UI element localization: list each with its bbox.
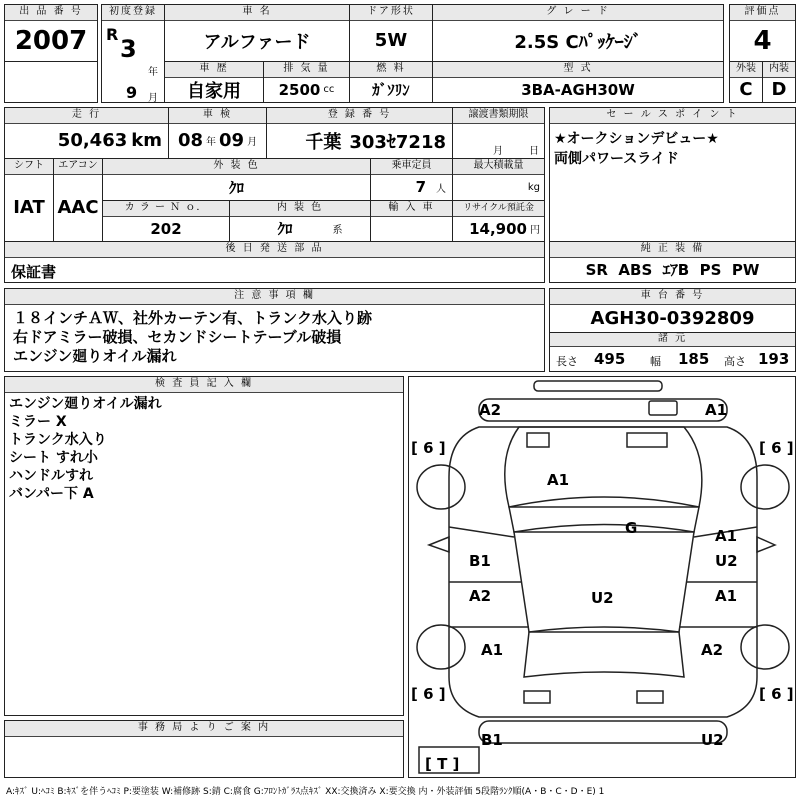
displacement-value (264, 77, 349, 102)
later-parts: 保証書 (11, 263, 57, 281)
recycle-cell (452, 200, 545, 242)
max-load-label: 最大積載量 (453, 159, 544, 175)
sales-points-cell (549, 107, 796, 242)
import-cell (370, 200, 453, 242)
mark-windshield: G (625, 519, 638, 537)
displacement-cell (263, 61, 350, 103)
inspector-line-3: トランク水入り (9, 432, 107, 448)
first-registration-cell (101, 4, 165, 103)
mark-spare-tire: [ T ] (425, 755, 460, 773)
notes-cell (4, 288, 545, 372)
inspector-line-2: ミラー X (9, 414, 67, 430)
registration-year: 3 (120, 35, 137, 63)
lot-number: 2007 (14, 25, 88, 56)
height-label: 高さ (724, 355, 746, 368)
interior-grade: D (771, 79, 787, 100)
lot-blank-cell (4, 61, 98, 103)
history-label: 車 歴 (165, 62, 263, 78)
transfer-month-unit: 月 (493, 146, 503, 157)
car-name: アルファード (203, 31, 311, 53)
chassis-number: AGH30-0392809 (590, 307, 755, 329)
aircon-label: エアコン (54, 159, 102, 175)
color-number-cell (102, 200, 230, 242)
door-label: ドア形状 (350, 5, 432, 21)
grade-label: グ レ ー ド (433, 5, 723, 21)
interior-color-label: 内 装 色 (230, 201, 370, 217)
mark-left-rear-door: A2 (469, 587, 492, 605)
shift-label: シフト (5, 159, 53, 175)
aircon-cell (53, 158, 103, 242)
month-unit: 月 (148, 93, 158, 104)
plate-label: 登 録 番 号 (267, 108, 452, 124)
recycle-amount: 14,900 (469, 219, 527, 238)
sales-points-label: セ ー ル ス ポ イ ン ト (550, 108, 795, 124)
chassis-cell (549, 288, 796, 333)
import-label: 輸 入 車 (371, 201, 452, 217)
mileage-value (5, 123, 168, 158)
car-name-label: 車 名 (165, 5, 349, 21)
note-line-2: 右ドアミラー破損、セカンドシートテーブル破損 (13, 328, 342, 346)
fuel: ｶﾞｿﾘﾝ (372, 81, 410, 99)
fuel-cell (349, 61, 433, 103)
transfer-day-unit: 日 (529, 146, 539, 157)
notes-label: 注 意 事 項 欄 (5, 289, 544, 305)
inspector-cell (4, 376, 404, 716)
exterior-color: ｸﾛ (228, 178, 244, 197)
exterior-grade-cell (729, 61, 763, 103)
max-load-unit: kg (527, 181, 540, 193)
displacement-label: 排 気 量 (264, 62, 349, 78)
damage-diagram (408, 376, 796, 778)
door-cell (349, 4, 433, 62)
exterior-color-cell (102, 158, 371, 201)
model: 3BA-AGH30W (521, 80, 635, 99)
interior-color: ｸﾛ (277, 220, 293, 238)
capacity-cell (370, 158, 453, 201)
displacement: 2500 (278, 80, 321, 99)
exterior-color-label: 外 装 色 (103, 159, 370, 175)
mark-tire-front-left: [ 6 ] (411, 439, 446, 457)
later-parts-label: 後 日 発 送 部 品 (5, 242, 544, 258)
mark-tire-front-right: [ 6 ] (759, 439, 794, 457)
inspection-value (169, 123, 266, 158)
interior-color-unit: 系 (332, 225, 343, 236)
mark-right-quarter: A2 (701, 641, 724, 659)
exterior-grade: C (739, 79, 753, 100)
equipment: SR ABS ｴｱB PS PW (585, 261, 760, 279)
mark-rear-right-bumper: U2 (701, 731, 724, 749)
inspector-line-5: ハンドルすれ (9, 468, 93, 484)
width-label: 幅 (650, 355, 661, 368)
mark-hood: A1 (547, 471, 570, 489)
interior-grade-cell (762, 61, 796, 103)
mark-front-right-bumper: A1 (705, 401, 728, 419)
capacity: 7 (415, 178, 426, 196)
plate-area: 千葉 (305, 131, 342, 153)
inspection-label: 車 検 (169, 108, 266, 124)
inspection-year: 08 (177, 130, 203, 151)
plate-value (267, 123, 452, 158)
car-name-cell (164, 4, 350, 62)
plate-cell (266, 107, 453, 159)
inspection-month-unit: 月 (247, 137, 258, 148)
dimensions-label: 諸 元 (550, 333, 795, 347)
transfer-deadline-cell (452, 107, 545, 159)
recycle-value (453, 216, 544, 241)
history-cell (164, 61, 264, 103)
score-cell (729, 4, 796, 62)
length-label: 長さ (556, 355, 578, 368)
capacity-value (371, 174, 452, 200)
interior-grade-label: 内装 (763, 62, 795, 78)
fuel-label: 燃 料 (350, 62, 432, 78)
shift-cell (4, 158, 54, 242)
era-mark: R (106, 25, 119, 44)
max-load-value (453, 174, 544, 200)
capacity-unit: 人 (436, 183, 446, 195)
length-value: 495 (594, 350, 626, 368)
score: 4 (753, 25, 772, 56)
inspection-cell (168, 107, 267, 159)
displacement-unit: cc (323, 84, 335, 95)
shift: IAT (13, 197, 45, 218)
dimensions-cell (549, 332, 796, 372)
mark-tire-rear-left: [ 6 ] (411, 685, 446, 703)
car-outline (409, 377, 795, 777)
inspector-line-6: バンパー下 A (9, 486, 94, 502)
inspector-label: 検 査 員 記 入 欄 (5, 377, 403, 393)
damage-legend: A:ｷｽﾞ U:ﾍｺﾐ B:ｷｽﾞを伴うﾍｺﾐ P:要塗装 W:補修跡 S:錆 C:腐食 G:ﾌﾛﾝﾄｶﾞﾗｽ点ｷｽﾞ XX:交換済み X:要交換 内・外装評価 5段階ﾗﾝｸ順(A・B・C・D・E) 1 (6, 787, 605, 797)
model-label: 型 式 (433, 62, 723, 78)
mileage-label: 走 行 (5, 108, 168, 124)
registration-month: 9 (126, 83, 138, 102)
transfer-deadline-label: 譲渡書類期限 (453, 108, 544, 124)
lot-number-cell (4, 4, 98, 62)
equipment-cell (549, 241, 796, 283)
recycle-label: リサイクル預託金 (453, 201, 544, 217)
mileage: 50,463 (57, 130, 128, 151)
max-load-cell (452, 158, 545, 201)
later-parts-cell (4, 241, 545, 283)
interior-color-cell (229, 200, 371, 242)
office-label: 事 務 局 よ り ご 案 内 (5, 721, 403, 737)
mark-front-left-bumper: A2 (479, 401, 502, 419)
inspector-line-1: エンジン廻りオイル漏れ (9, 396, 162, 412)
first-registration-label: 初度登録 (102, 5, 164, 21)
exterior-grade-label: 外装 (730, 62, 762, 78)
mark-left-quarter: A1 (481, 641, 504, 659)
inspection-year-unit: 年 (206, 137, 216, 148)
score-label: 評価点 (730, 5, 795, 21)
chassis-label: 車 台 番 号 (550, 289, 795, 305)
plate-number: 303ｾ7218 (349, 131, 446, 153)
grade-cell (432, 4, 724, 62)
mark-rear-left-bumper: B1 (481, 731, 503, 749)
interior-color-value (230, 216, 370, 241)
grade: 2.5S Cﾊﾟｯｹｰｼﾞ (514, 31, 642, 53)
history: 自家用 (187, 80, 241, 102)
door: 5W (374, 30, 408, 51)
width-value: 185 (678, 350, 710, 368)
color-number: 202 (150, 219, 182, 238)
equipment-label: 純 正 装 備 (550, 242, 795, 258)
mark-roof: U2 (591, 589, 614, 607)
note-line-3: エンジン廻りオイル漏れ (13, 347, 177, 365)
capacity-label: 乗車定員 (371, 159, 452, 175)
color-number-label: カ ラ ー Ｎ ｏ． (103, 201, 229, 217)
mark-right-rear-door: A1 (715, 587, 738, 605)
inspector-line-4: シート すれ小 (9, 450, 98, 466)
year-unit: 年 (148, 67, 158, 78)
model-cell (432, 61, 724, 103)
mark-right-front-door: A1 (715, 527, 738, 545)
mileage-cell (4, 107, 169, 159)
lot-number-label: 出 品 番 号 (5, 5, 97, 21)
recycle-unit: 円 (530, 225, 540, 236)
mileage-unit: km (131, 130, 162, 151)
office-cell (4, 720, 404, 778)
sales-point-1: ★オークションデビュー★ (554, 131, 719, 147)
mark-tire-rear-right: [ 6 ] (759, 685, 794, 703)
sales-point-2: 両側パワースライド (554, 151, 679, 167)
height-value: 193 (758, 350, 790, 368)
mark-left-front-door: B1 (469, 552, 491, 570)
aircon: AAC (57, 197, 99, 218)
note-line-1: １８インチＡＷ、社外カーテン有、トランク水入り跡 (13, 309, 372, 327)
mark-right-front-door-2: U2 (715, 552, 738, 570)
inspection-month: 09 (219, 130, 245, 151)
